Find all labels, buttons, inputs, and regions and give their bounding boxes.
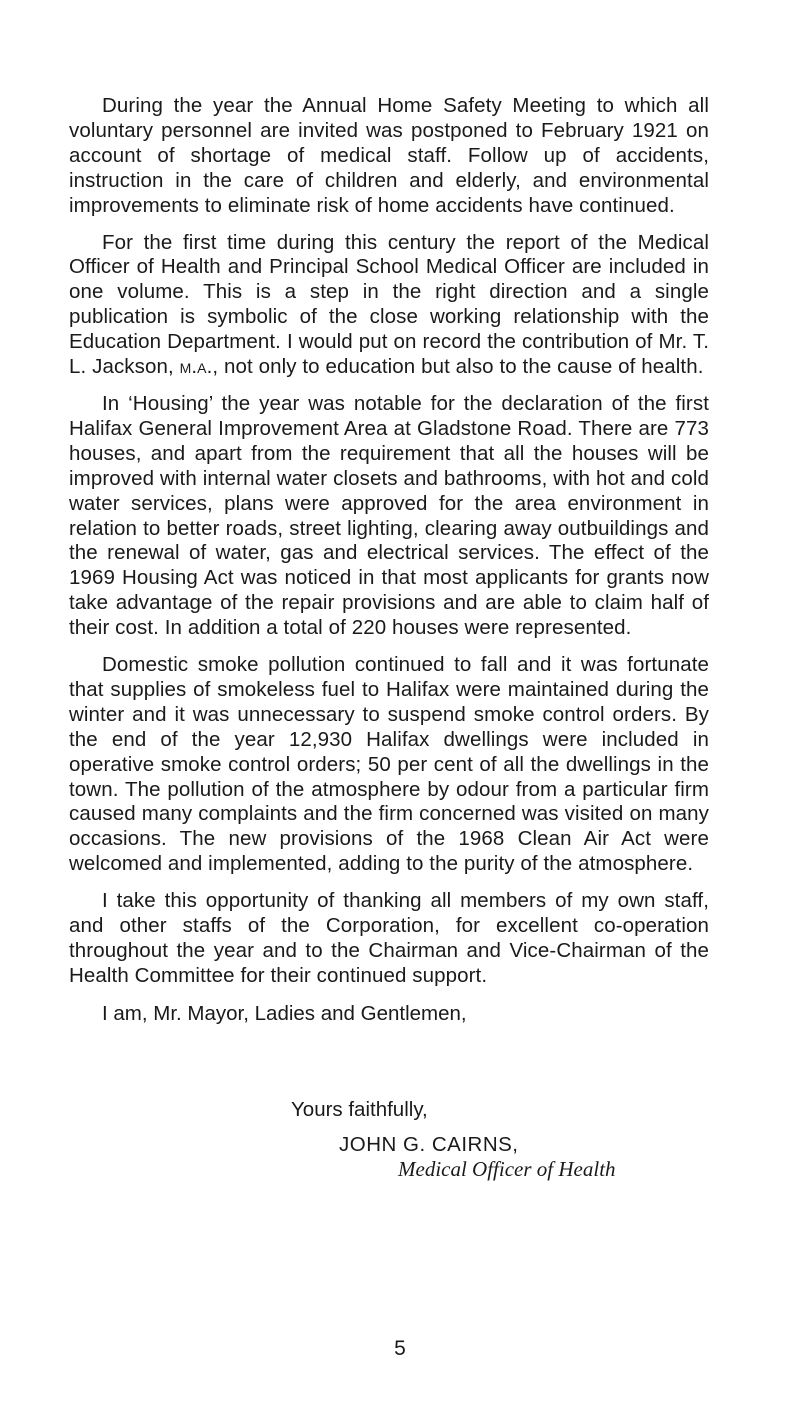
paragraph-combined-report-text: For the first time during this century the report of the Medical Officer of Health and Principal School Medical Officer are included in one volume. This is a step in the right direction and a single publication is symbolic of the close working relationship with the Education Department. I would put on record the contribution of xyxy=(69,230,709,354)
paragraph-home-safety: During the year the Annual Home Safety Meeting to which all voluntary personnel are invited was postponed to February 1921 on account of shortage of medical staff. Follow up of accidents, instruction in the care of children and elderly, and environmental improvements to eliminate risk of home accidents have continued. xyxy=(69,94,709,217)
paragraph-combined-report-tail-end: , not only to education but also to the cause of health. xyxy=(212,355,704,379)
paragraph-housing: In ‘Housing’ the year was notable for the declaration of the first Halifax General Improvement Area at Gladstone Road. There are 773 houses, and apart from the requirement that all the houses will be improved with internal water closets and bathrooms, with hot and cold water services, plans were approved for the area environment in relation to better roads, street lighting, clearing away outbuildings and the renewal of water, gas and electrical services. The effect of the 1969 Housing Act was noticed in that most applicants for grants now take advantage of the repair provisions and are able to claim half of their cost. In addition a total of 220 houses were represented. xyxy=(69,391,709,640)
signatory-title: Medical Officer of Health xyxy=(398,1157,616,1181)
page-number: 5 xyxy=(394,1337,406,1360)
letter-body xyxy=(69,94,709,1046)
salutation: I am, Mr. Mayor, Ladies and Gentlemen, xyxy=(102,1001,467,1025)
signatory-name: JOHN G. CAIRNS, xyxy=(339,1133,519,1156)
paragraph-thanks: I take this opportunity of thanking all members of my own staff, and other staffs of the Corporation, for excellent co-operation throughout the year and to the Chairman and Vice-Chairman of the Health Committee for their continued support. xyxy=(69,889,709,987)
signature-block xyxy=(291,1097,711,1182)
paragraph-combined-report-tail-start: Mr. T. L. Jackson, xyxy=(69,330,710,379)
valediction: Yours faithfully, xyxy=(291,1098,428,1121)
paragraph-combined-report xyxy=(69,231,709,380)
paragraph-smoke-pollution: Domestic smoke pollution continued to fall and it was fortunate that supplies of smokeless fuel to Halifax were maintained during the winter and it was unnecessary to suspend smoke control orders. By the end of the year 12,930 Halifax dwellings were included in operative smoke control orders; 50 per cent of all the dwellings in the town. The pollution of the atmosphere by odour from a particular firm caused many complaints and the firm concerned was visited on many occasions. The new provisions of the 1968 Clean Air Act were welcomed and implemented, adding to the purity of the atmosphere. xyxy=(69,653,709,876)
degree-abbreviation: m.a. xyxy=(179,355,213,379)
